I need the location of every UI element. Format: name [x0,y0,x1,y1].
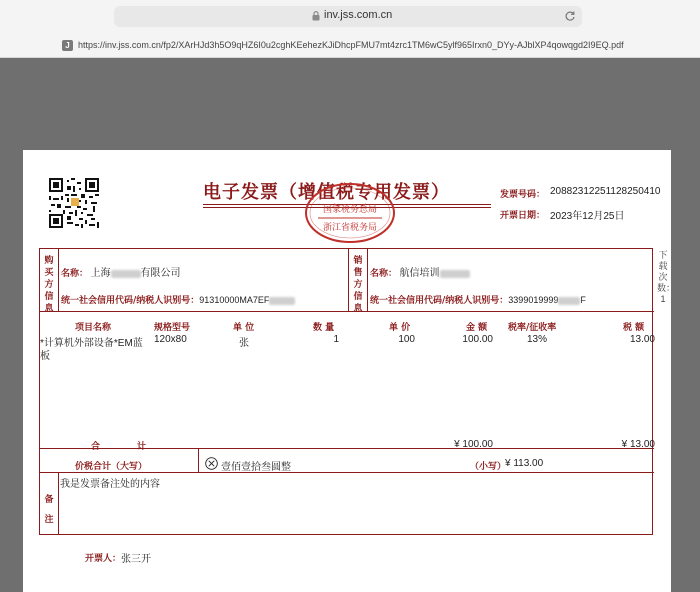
item-name-line1: *计算机外部设备*EM蓝 [40,338,143,349]
seller-taxid-field [370,293,586,306]
total-amount: ¥ 100.00 [454,439,493,450]
divider [348,248,349,311]
divider [58,472,59,535]
col-tax-rate: 税率/征收率 [508,323,557,333]
col-unit-price: 单 价 [389,323,411,333]
browser-toolbar [0,0,700,58]
circle-x-icon [205,457,218,470]
item-tax-amount: 13.00 [629,334,655,345]
invoice-no-label: 发票号码： [500,190,546,200]
total-label-ji: 计 [137,442,147,452]
price-total-amount: ¥ 113.00 [505,458,544,469]
item-amount: 100.00 [462,334,493,345]
full-url-text[interactable]: https://inv.jss.com.cn/fp2/XArHJd3h5O9qHZ6I0u2cghKEehezKJiDhcpFMU7mt4zrc1TM6wC5ylf965Irxn0_DYy-AJblXP4qowqgd2I9EQ.pdf [78,40,624,50]
col-spec: 规格型号 [154,323,191,333]
col-unit: 单 位 [233,323,255,333]
reload-icon[interactable] [564,10,576,22]
redacted-mark [440,270,470,278]
price-total-label: 价税合计（大写） [75,462,148,472]
buyer-name-prefix: 上海 [90,268,111,279]
invoice-table [39,248,653,535]
invoice-page [23,150,676,592]
price-total-words: 壹佰壹拾叁圆整 [221,462,291,473]
issuer-label: 开票人： [85,554,122,564]
item-unit-price: 100 [398,334,415,345]
divider [39,448,654,449]
col-item-name: 项目名称 [75,323,112,333]
item-spec: 120x80 [154,334,187,345]
item-name-line2: 板 [40,351,50,362]
seller-name-label: 名称： [370,269,398,279]
buyer-taxid-label: 统一社会信用代码/纳税人识别号： [61,296,200,306]
item-unit: 张 [239,338,249,349]
remark-section-label: 备注 [44,495,54,525]
seller-taxid-value: 3399019999 [508,295,559,305]
total-label-he: 合 [91,442,101,452]
lock-icon [312,11,320,21]
divider [367,248,368,311]
site-favicon-icon: J [62,40,73,51]
invoice-no-value: 20882312251128250410 [550,186,661,197]
divider [39,311,654,312]
seller-taxid-label: 统一社会信用代码/纳税人识别号： [370,296,509,306]
url-host: inv.jss.com.cn [324,9,393,21]
date-label: 开票日期： [500,211,546,221]
item-tax-rate: 13% [527,334,548,345]
item-quantity: 1 [333,334,339,345]
remark-text: 我是发票备注处的内容 [60,479,160,490]
seller-taxid-tail: F [580,295,586,305]
buyer-name-suffix: 有限公司 [140,268,181,279]
qr-code-icon [49,178,99,228]
tax-seal-icon [304,182,396,244]
col-amount: 金 额 [466,323,488,333]
date-value: 2023年12月25日 [550,211,625,222]
download-count-note: 下载次数：1 [657,250,676,304]
divider [58,248,59,311]
divider [198,448,199,472]
buyer-taxid-value: 91310000MA7EF [199,295,270,305]
buyer-section-label: 购买方信息 [44,256,54,314]
small-amount-label: （小写） [470,462,507,472]
seller-name-value: 航信培训 [399,268,440,279]
redacted-mark [111,270,141,278]
buyer-name-field [61,264,181,279]
seller-section-label: 销售方信息 [353,256,363,314]
divider [39,472,654,473]
col-quantity: 数 量 [313,323,335,333]
buyer-taxid-field [61,293,295,306]
invoice-title: 电子发票（增值税专用发票） [203,182,450,203]
seal-bottom-text: 浙江省税务局 [322,223,378,233]
total-tax: ¥ 13.00 [621,439,655,450]
issuer-name: 张三开 [121,554,151,565]
buyer-name-label: 名称： [61,269,89,279]
redacted-mark [269,297,295,305]
seller-name-field [370,264,470,279]
seal-org-text: 国家税务总局 [322,205,378,215]
redacted-mark [558,297,580,305]
col-tax-amount: 税 额 [623,323,645,333]
address-bar[interactable] [114,6,582,27]
